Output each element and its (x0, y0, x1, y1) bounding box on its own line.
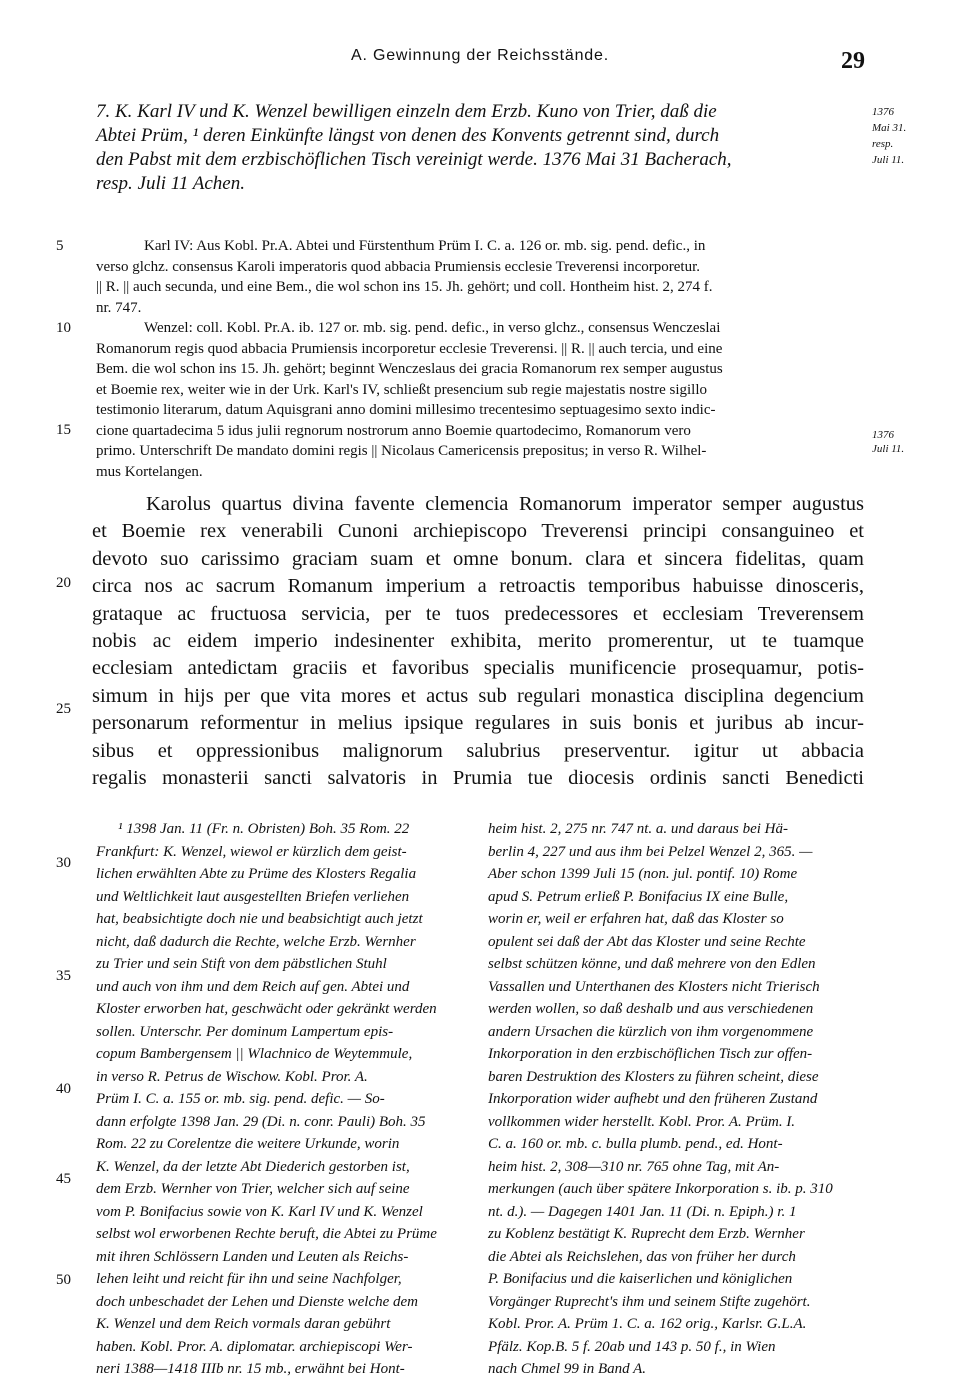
footnote-line: Kloster erworben hat, geschwächt oder gekränkt werden (96, 1001, 437, 1017)
charter-line: simum in hijs per que vita mores et actus sub regulari monastica disciplina degencium (92, 684, 864, 707)
footnote-line: sollen. Unterschr. Per dominum Lampertum epis- (96, 1023, 394, 1040)
regest-line: resp. Juli 11 Achen. (96, 173, 245, 194)
line-number: 10 (56, 320, 71, 336)
charter-line: circa nos ac sacrum Romanum imperium a retroactis temporibus habuisse dinosceris, (92, 575, 864, 598)
line-number: 25 (56, 701, 71, 717)
charter-line: ecclesiam antedictam graciis et favoribus specialis munificencie prosequamur, potis- (92, 657, 864, 680)
running-header (0, 44, 960, 65)
footnote-line: apud S. Petrum erließ P. Bonifacius IX eine Bulle, (488, 888, 789, 905)
apparatus-line: et Boemie rex, weiter wie in der Urk. Karl's IV, schließt presencium sub regie majestatis nostre sigillo (96, 381, 708, 398)
regest-line: Abtei Prüm, ¹ deren Einkünfte längst von denen des Konvents getrennt sind, durch (96, 125, 720, 146)
margin-date-year: 1376 (872, 429, 894, 441)
footnote-line: copum Bambergensem || Wlachnico de Weytemmule, (96, 1046, 413, 1062)
footnote-line: Rom. 22 zu Corelentze die weitere Urkunde, worin (96, 1136, 400, 1152)
line-number: 5 (56, 238, 64, 254)
margin-date-year: 1376 (872, 106, 894, 118)
footnote-line: mit ihren Schlössern Landen und Leuten als Reichs- (96, 1248, 409, 1265)
footnote-line: nt. d.). — Dagegen 1401 Jan. 11 (Di. n. Epiph.) r. 1 (488, 1203, 797, 1220)
line-number: 15 (56, 422, 71, 438)
footnote-line: nicht, daß dadurch die Rechte, welche Erzb. Wernher (96, 933, 416, 950)
regest-margin-dates (872, 104, 906, 168)
charter-line: devoto suo carissimo graciam suam et omne bonum. clara et sincera fidelitas, quam (92, 547, 864, 570)
footnote-line: heim hist. 2, 308—310 nr. 765 ohne Tag, mit An- (488, 1158, 780, 1175)
source-apparatus (96, 236, 876, 482)
footnote-line: haben. Kobl. Pror. A. diplomatar. archiepiscopi Wer- (96, 1338, 413, 1355)
charter-line: sibus et oppressionibus malignorum salubrius preserventur. igitur ut abbacia (92, 739, 864, 762)
footnote-line: selbst schützen könne, und daß mehrere von den Edlen (488, 956, 816, 972)
footnote-line: heim hist. 2, 275 nr. 747 nt. a. und daraus bei Hä- (488, 821, 788, 837)
page-number: 29 (841, 48, 865, 74)
regest-line: 7. K. Karl IV und K. Wenzel bewilligen einzeln dem Erzb. Kuno von Trier, daß die (96, 101, 717, 122)
footnote-line: Vassallen und Unterthanen des Klosters nicht Trierisch (488, 978, 820, 995)
footnote-line: nach Chmel 99 in Band A. (488, 1361, 647, 1377)
footnote-line: dann erfolgte 1398 Jan. 29 (Di. n. conr. Pauli) Boh. 35 (96, 1113, 426, 1130)
footnote-line: K. Wenzel und dem Reich vormals daran gebührt (96, 1316, 391, 1332)
margin-date-day: Juli 11. (872, 443, 905, 455)
margin-date-resp: resp. (872, 138, 894, 150)
running-title: A. Gewinnung der Reichsstände. (351, 47, 609, 64)
footnote-line: in verso R. Petrus de Wischow. Kobl. Pror. A. (96, 1068, 368, 1085)
footnote-line: und auch von ihm und dem Reich auf gen. Abtei und (96, 978, 410, 995)
apparatus-line: Karl IV: Aus Kobl. Pr.A. Abtei und Fürstenthum Prüm I. C. a. 126 or. mb. sig. pend. defic., in (144, 238, 706, 254)
line-number: 35 (56, 968, 71, 984)
footnote-line: berlin 4, 227 und aus ihm bei Pelzel Wenzel 2, 365. — (488, 843, 813, 860)
apparatus-line: Romanorum regis quod abbacia Prumiensis incorporetur ecclesie Treverensi. || R. || auch tercia, und eine (96, 340, 723, 357)
footnote-line: K. Wenzel, da der letzte Abt Diederich gestorben ist, (96, 1158, 410, 1175)
footnote-line: C. a. 160 or. mb. c. bulla plumb. pend., ed. Hont- (488, 1136, 783, 1152)
footnote-line: vollkommen wider herstellt. Kobl. Pror. A. Prüm. I. (488, 1113, 796, 1130)
margin-date-day: Mai 31. (872, 122, 907, 134)
footnote-column-right (488, 818, 868, 1381)
document-regest (96, 100, 866, 196)
apparatus-margin-date (872, 428, 904, 456)
line-number: 50 (56, 1272, 71, 1288)
footnote-line: lehen leiht und reicht für ihn und seine Nachfolger, (96, 1271, 402, 1287)
footnote-line: P. Bonifacius und die kaiserlichen und königlichen (488, 1271, 793, 1287)
line-number: 45 (56, 1171, 71, 1187)
line-number: 40 (56, 1081, 71, 1097)
charter-line: et Boemie rex venerabili Cunoni archiepiscopo Treverensi principi consanguineo et (92, 520, 864, 543)
charter-line: personarum reformentur in melius ipsique regulares in suis bonis et juribus ab incur- (92, 712, 864, 735)
line-number: 30 (56, 855, 71, 871)
apparatus-line: primo. Unterschrift De mandato domini regis || Nicolaus Camericensis prepositus; in verso R. Wilhel- (96, 443, 707, 459)
footnote-line: lichen erwählten Abte zu Prüme des Klosters Regalia (96, 866, 417, 882)
apparatus-line: || R. || auch secunda, und eine Bem., die wol schon ins 15. Jh. gehört; und coll. Hontheim hist. 2, 274 f. (96, 279, 713, 295)
charter-line: regalis monasterii sancti salvatoris in Prumia tue diocesis ordinis sancti Benedicti (92, 767, 864, 790)
footnote-line: baren Destruktion des Klosters zu führen scheint, diese (488, 1068, 819, 1085)
charter-line: grataque ac fructuosa servicia, per te tuos predecessores et ecclesiam Treverensem (92, 602, 864, 625)
footnote-line: Frankfurt: K. Wenzel, wiewol er kürzlich dem geist- (96, 843, 407, 860)
footnote-line: die Abtei als Reichslehen, das von früher her durch (488, 1248, 796, 1265)
regest-line: den Pabst mit dem erzbischöflichen Tisch vereinigt werde. 1376 Mai 31 Bacherach, (96, 149, 732, 170)
charter-line: nobis ac eidem imperio indesinenter exhibita, merito promerentur, ut te tuamque (92, 630, 864, 653)
footnote-line: und Weltlichkeit laut ausgestellten Briefen verliehen (96, 888, 410, 905)
margin-date-alt: Juli 11. (872, 154, 905, 166)
line-number: 20 (56, 575, 71, 591)
footnote-line: merkungen (auch über spätere Inkorporation s. ib. p. 310 (488, 1181, 833, 1197)
footnote-line: vom P. Bonifacius sowie von K. Karl IV und K. Wenzel (96, 1203, 423, 1220)
footnote-column-left (96, 818, 466, 1381)
apparatus-line: mus Kortelangen. (96, 463, 203, 480)
footnote-line: werden wollen, so daß deshalb und aus verschiedenen (488, 1001, 814, 1017)
charter-line: Karolus quartus divina favente clemencia Romanorum imperator semper augustus (146, 493, 864, 515)
charter-text (92, 491, 864, 792)
footnote-line: Pfälz. Kop.B. 5 f. 20ab und 143 p. 50 f., in Wien (488, 1338, 776, 1355)
footnote-line: opulent sei daß der Abt das Kloster und seine Rechte (488, 933, 806, 950)
footnote-line: Vorgänger Ruprecht's ihm und seinem Stifte zugehört. (488, 1293, 811, 1310)
footnote-line: Prüm I. C. a. 155 or. mb. sig. pend. defic. — So- (96, 1091, 385, 1107)
footnote-line: worin er, weil er erfahren hat, daß das Kloster so (488, 911, 784, 927)
apparatus-line: nr. 747. (96, 299, 142, 316)
footnote-line: Aber schon 1399 Juli 15 (non. jul. pontif. 10) Rome (488, 866, 798, 882)
footnote-line: doch unbeschadet der Lehen und Dienste welche dem (96, 1293, 418, 1310)
footnote-line: dem Erzb. Wernher von Trier, welcher sich auf seine (96, 1181, 410, 1197)
footnote-line: selbst wol erworbenen Rechte beruft, die Abtei zu Prüme (96, 1226, 437, 1242)
footnote-line: hat, beabsichtigte doch nie und beabsichtigt auch jetzt (96, 911, 423, 927)
footnote-line: neri 1388—1418 IIIb nr. 15 mb., erwähnt bei Hont- (96, 1361, 405, 1377)
footnote-line: ¹ 1398 Jan. 11 (Fr. n. Obristen) Boh. 35 Rom. 22 (118, 821, 410, 837)
apparatus-line: Bem. die wol schon ins 15. Jh. gehört; beginnt Wenczeslaus dei gracia Romanorum rex semper augustus (96, 361, 723, 377)
footnote-line: Inkorporation in den erzbischöflichen Tisch zur offen- (488, 1046, 813, 1062)
apparatus-line: testimonio literarum, datum Aquisgrani anno domini millesimo trecentesimo septuagesimo sexto indic- (96, 402, 716, 418)
apparatus-line: Wenzel: coll. Kobl. Pr.A. ib. 127 or. mb. sig. pend. defic., in verso glchz., consensus Wenczeslai (144, 320, 721, 336)
apparatus-line: verso glchz. consensus Karoli imperatoris quod abbacia Prumiensis ecclesie Treverensi incorporetur. (96, 258, 701, 275)
apparatus-line: cione quartadecima 5 idus julii regnorum nostrorum anno Boemie quartodecimo, Romanorum vero (96, 422, 691, 439)
footnote-line: Inkorporation wider aufhebt und den früheren Zustand (488, 1091, 818, 1107)
footnote-line: zu Trier und sein Stift von dem päbstlichen Stuhl (96, 956, 387, 972)
footnote-line: Kobl. Pror. A. Prüm 1. C. a. 162 orig., Karlsr. G.L.A. (488, 1316, 807, 1332)
footnote-line: andern Ursachen die kürzlich von ihm vorgenommene (488, 1023, 814, 1040)
footnote-line: zu Koblenz bestätigt K. Ruprecht dem Erzb. Wernher (488, 1226, 805, 1242)
